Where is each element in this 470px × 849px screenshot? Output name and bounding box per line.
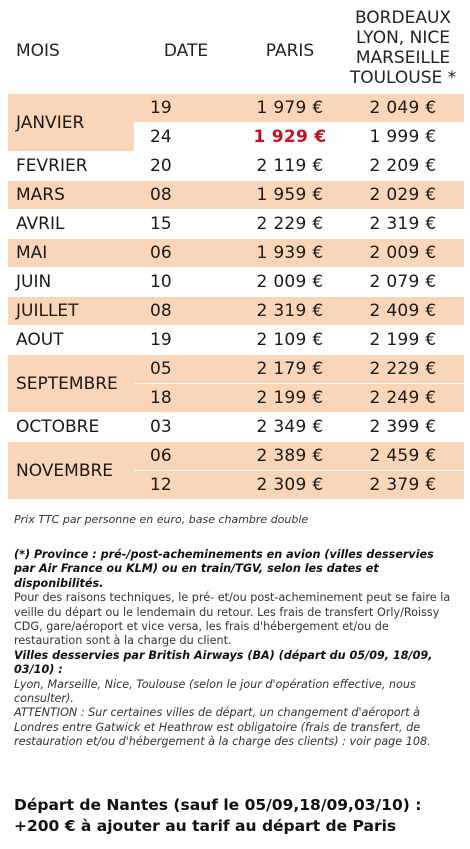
table-row (8, 413, 464, 442)
province-price: 2 459 € (342, 442, 464, 471)
month-cell: MARS (8, 181, 134, 210)
table-row (8, 326, 464, 355)
price-table (8, 8, 464, 500)
table-row (8, 355, 464, 384)
date-cell: 18 (134, 384, 238, 413)
paris-price: 2 179 € (238, 355, 342, 384)
paris-price: 2 109 € (238, 326, 342, 355)
paris-price: 2 309 € (238, 471, 342, 500)
province-price: 2 229 € (342, 355, 464, 384)
month-cell: AVRIL (8, 210, 134, 239)
date-cell: 08 (134, 181, 238, 210)
header-province-line: BORDEAUX (354, 8, 452, 28)
date-cell: 06 (134, 239, 238, 268)
technical-note: Pour des raisons techniques, le pré- et/ou post-acheminement peut se faire la veille du départ ou le lendemain du retour. Les frais de transfert Orly/Roissy CDG, gare/aéroport et vice versa, les frais d'hébergement et/ou de restauration sont à la charge du client. (14, 591, 451, 648)
paris-price: 2 389 € (238, 442, 342, 471)
header-mois: MOIS (16, 41, 60, 61)
date-cell: 05 (134, 355, 238, 384)
month-cell: AOUT (8, 326, 134, 355)
header-date: DATE (163, 41, 209, 61)
month-cell: FEVRIER (8, 152, 134, 181)
date-cell: 06 (134, 442, 238, 471)
details-block (14, 548, 458, 750)
month-cell: NOVEMBRE (8, 442, 134, 500)
header-row (8, 8, 464, 94)
table-row (8, 152, 464, 181)
province-price: 2 399 € (342, 413, 464, 442)
british-airways-cities: Lyon, Marseille, Nice, Toulouse (selon le jour d'opération effective, nous consulter). (14, 677, 416, 706)
header-province (342, 8, 464, 94)
date-cell: 20 (134, 152, 238, 181)
month-cell: JANVIER (8, 94, 134, 152)
date-cell: 19 (134, 94, 238, 123)
header-province-line: MARSEILLE (355, 48, 451, 68)
table-row (8, 210, 464, 239)
nantes-line-2: +200 € à ajouter au tarif au départ de Paris (14, 817, 397, 835)
province-price: 2 079 € (342, 268, 464, 297)
month-cell: MAI (8, 239, 134, 268)
nantes-line-1: Départ de Nantes (sauf le 05/09,18/09,03/10) : (14, 796, 422, 814)
date-cell: 10 (134, 268, 238, 297)
table-row (8, 297, 464, 326)
paris-price: 2 349 € (238, 413, 342, 442)
table-row (8, 239, 464, 268)
province-price: 2 249 € (342, 384, 464, 413)
paris-price: 2 199 € (238, 384, 342, 413)
price-note: Prix TTC par personne en euro, base chambre double (14, 513, 309, 526)
province-note: (*) Province : pré-/post-acheminements en avion (villes desservies par Air France ou KLM) ou en train/TGV, selon les dates et disponibilités. (14, 548, 434, 590)
province-price: 2 319 € (342, 210, 464, 239)
table-row (8, 442, 464, 471)
header-paris: PARIS (265, 41, 315, 61)
province-price: 2 009 € (342, 239, 464, 268)
province-price: 1 999 € (342, 123, 464, 152)
attention-note: ATTENTION : Sur certaines villes de départ, un changement d'aéroport à Londres entre Gatwick et Heathrow est obligatoire (frais de transfert, de restauration et/ou d'hébergement à la charge des clients) : voir page 108. (14, 706, 431, 749)
british-airways-note: Villes desservies par British Airways (BA) (départ du 05/09, 18/09, 03/10) : (14, 648, 433, 677)
paris-price: 2 119 € (238, 152, 342, 181)
month-cell: OCTOBRE (8, 413, 134, 442)
paris-price: 1 959 € (238, 181, 342, 210)
header-province-line: TOULOUSE * (349, 68, 457, 88)
month-cell: SEPTEMBRE (8, 355, 134, 413)
month-cell: JUIN (8, 268, 134, 297)
date-cell: 12 (134, 471, 238, 500)
date-cell: 24 (134, 123, 238, 152)
paris-price: 2 229 € (238, 210, 342, 239)
date-cell: 15 (134, 210, 238, 239)
province-price: 2 049 € (342, 94, 464, 123)
paris-price: 2 009 € (238, 268, 342, 297)
province-price: 2 209 € (342, 152, 464, 181)
paris-price-promo: 1 929 € (238, 123, 342, 152)
province-price: 2 379 € (342, 471, 464, 500)
province-price: 2 029 € (342, 181, 464, 210)
header-province-line: LYON, NICE (356, 28, 450, 48)
paris-price: 2 319 € (238, 297, 342, 326)
date-cell: 08 (134, 297, 238, 326)
paris-price: 1 939 € (238, 239, 342, 268)
table-row (8, 181, 464, 210)
nantes-departure (14, 795, 460, 837)
table-row (8, 94, 464, 123)
month-cell: JUILLET (8, 297, 134, 326)
date-cell: 19 (134, 326, 238, 355)
paris-price: 1 979 € (238, 94, 342, 123)
table-row (8, 268, 464, 297)
province-price: 2 409 € (342, 297, 464, 326)
date-cell: 03 (134, 413, 238, 442)
province-price: 2 199 € (342, 326, 464, 355)
